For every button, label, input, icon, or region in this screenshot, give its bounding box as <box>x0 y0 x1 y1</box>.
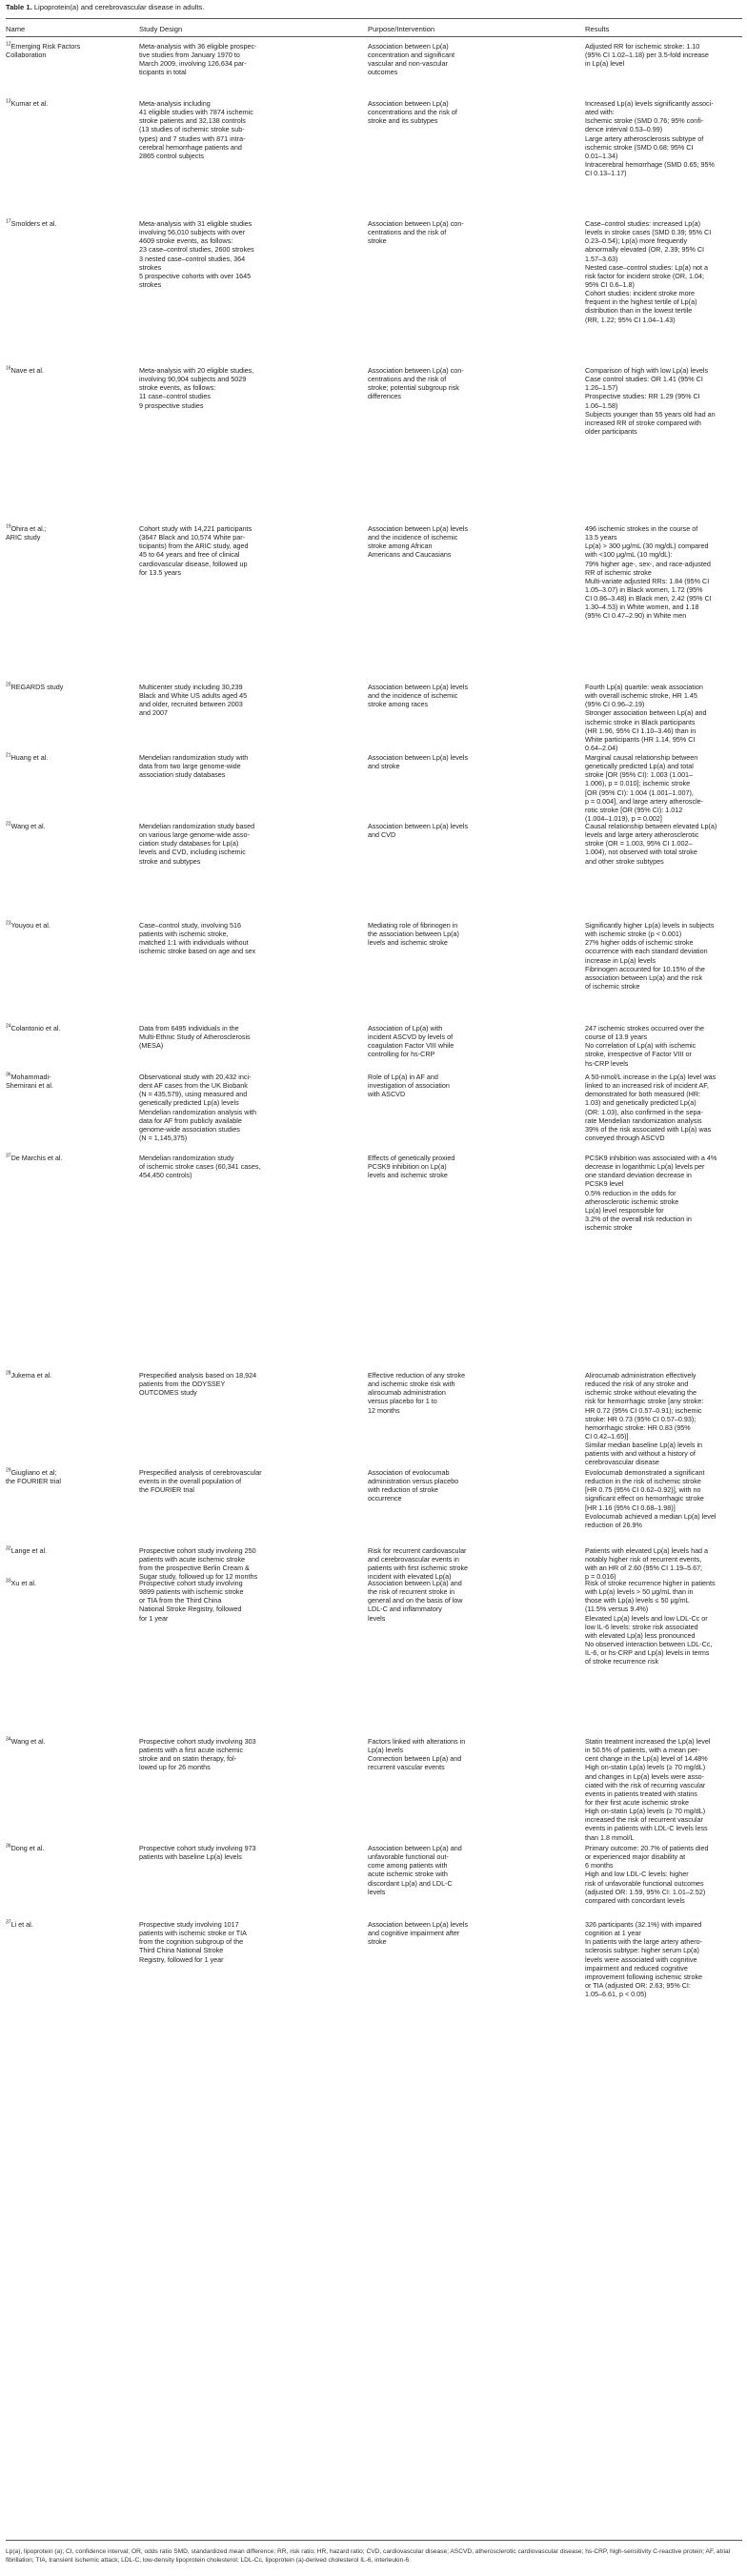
row-study-name: Huang et al. <box>10 753 49 762</box>
row-study-design: Prospective cohort study involving 250 patients with acute ischemic stroke from the prospective Berlin Cream & Sugar study, followed up for 12 months <box>139 1546 258 1582</box>
row-reference-number: 21 <box>6 752 11 759</box>
header-purpose: Purpose/Intervention <box>368 25 435 33</box>
row-name <box>6 1546 101 1555</box>
row-purpose: Association between Lp(a) and the risk of recurrent stroke in general and on the basis of low LDL-C and inflammatory levels <box>368 1579 463 1623</box>
row-study-name: Ohira et al.; ARIC study <box>6 524 47 542</box>
row-study-name: Mohammadi- Shemirani et al. <box>6 1073 53 1091</box>
row-purpose: Association between Lp(a) levels and stroke <box>368 753 469 771</box>
row-study-name: Giugliano et al; the FOURIER trial <box>6 1468 61 1486</box>
row-results: Primary outcome: 20.7% of patients died or experienced major disability at 6 months High and low LDL-C levels: higher risk of unfavorable functional outcomes (adjusted OR: 1.59, 95% CI: 1.01–2.52) compared with concordant levels <box>585 1844 709 1905</box>
row-purpose: Association between Lp(a) con- centrations and the risk of stroke <box>368 219 464 246</box>
row-results: PCSK9 inhibition was associated with a 4% decrease in logarithmic Lp(a) levels per one standard deviation decrease in PCSK9 level 0.5% reduction in the odds for atherosclerotic ischemic stroke Lp(a) level responsible for 3.2% of the overall risk reduction in ischemic stroke <box>585 1154 717 1233</box>
row-study-design: Mendelian randomization study of ischemic stroke cases (60,341 cases, 454,450 controls) <box>139 1154 261 1180</box>
row-name <box>6 1024 101 1032</box>
row-reference-number: 32 <box>6 1545 11 1552</box>
row-study-design: Meta-analysis including 41 eligible studies with 7874 ischemic stroke patients and 32,138 controls (13 studies of ischemic stroke sub- types) and 7 studies with 871 intra- cerebral hemorrhage patients and 2865 control subjects <box>139 99 253 160</box>
header-name: Name <box>6 25 26 33</box>
table-caption-text: Lipoprotein(a) and cerebrovascular disease in adults. <box>31 3 205 11</box>
table-bottom-rule <box>6 2540 742 2541</box>
row-name <box>6 524 101 542</box>
row-name <box>6 1154 101 1162</box>
row-purpose: Association between Lp(a) and unfavorable functional out- come among patients with acute ischemic stroke with discordant Lp(a) and LDL-C levels <box>368 1844 462 1896</box>
row-study-design: Data from 6495 individuals in the Multi-Ethnic Study of Atherosclerosis (MESA) <box>139 1024 251 1051</box>
row-study-name: De Marchis et al. <box>10 1154 63 1162</box>
row-name <box>6 99 101 108</box>
row-name <box>6 921 101 930</box>
row-results: Alirocumab administration effectively reduced the risk of any stroke and ischemic stroke without elevating the risk for hemorrhagic stroke [any stroke: HR 0.72 (95% CI 0.57–0.91); ischemic stroke: HR 0.73 (95% CI 0.57–0.93); hemorrhagic stroke: HR 0.83 (95% CI 0.42–1.65)] Similar median baseline Lp(a) levels in patients with and without a history of cerebrovascular disease <box>585 1371 704 1467</box>
row-purpose: Association between Lp(a) levels and cognitive impairment after stroke <box>368 1920 469 1947</box>
row-reference-number: 16 <box>6 365 11 372</box>
row-purpose: Effects of genetically proxied PCSK9 inhibition on Lp(a) levels and ischemic stroke <box>368 1154 455 1180</box>
row-study-design: Observational study with 20,432 inci- dent AF cases from the UK Biobank (N = 435,579), using measured and genetically predicted Lp(a) levels Mendelian randomization analysis with data for AF from publicly available genome-wide association studies (N = 1,145,375) <box>139 1073 257 1142</box>
row-reference-number: 13 <box>6 98 11 105</box>
row-name <box>6 753 101 762</box>
row-name <box>6 219 101 228</box>
row-study-name: Colantonio et al. <box>10 1024 61 1032</box>
row-name <box>6 1073 101 1090</box>
row-study-design: Meta-analysis with 36 eligible prospec- tive studies from January 1970 to March 2009, involving 126,634 par- ticipants in total <box>139 42 257 77</box>
row-purpose: Association between Lp(a) levels and the incidence of ischemic stroke among African Americans and Caucasians <box>368 524 469 560</box>
row-results: Marginal causal relationship between genetically predicted Lp(a) and total stroke [OR (95% CI): 1.003 (1.001– 1.006), p = 0.010]; ischemic stroke [OR (95% CI): 1.004 (1.001–1.007), p = 0.004], and large artery atheroscle- rotic stroke [OR (95% CI): 1.012 (1.004–1.019), p = 0.002] <box>585 753 704 823</box>
row-purpose: Effective reduction of any stroke and ischemic stroke risk with alirocumab administration versus placebo for 1 to 12 months <box>368 1371 466 1415</box>
row-results: Patients with elevated Lp(a) levels had a notably higher risk of recurrent events, with an HR of 2.60 (95% CI 1.19–5.67; p = 0.016) <box>585 1546 709 1582</box>
row-reference-number: 20 <box>6 682 11 688</box>
row-name <box>6 1844 101 1852</box>
row-name <box>6 1371 101 1380</box>
row-study-design: Mendelian randomization study with data from two large genome-wide association study databases <box>139 753 249 780</box>
row-study-design: Prespecified analysis based on 18,924 patients from the ODYSSEY OUTCOMES study <box>139 1371 257 1398</box>
row-study-name: Li et al. <box>10 1920 33 1929</box>
row-results: Comparison of high with low Lp(a) levels Case control studies: OR 1.41 (95% CI 1.26–1.57) Prospective studies: RR 1.29 (95% CI 1.06–1.58) Subjects younger than 55 years old had an increased RR of stroke compared with older participants <box>585 366 716 436</box>
row-reference-number: 33 <box>6 1578 11 1584</box>
row-study-name: Smolders et al. <box>10 219 57 228</box>
row-reference-number: 24 <box>6 1023 11 1030</box>
header-results: Results <box>585 25 610 33</box>
row-reference-number: 28 <box>6 1370 11 1377</box>
row-results: Causal relationship between elevated Lp(a) levels and large artery atherosclerotic stroke (OR = 1.003, 95% CI 1.002– 1.004), not observed with total stroke and other stroke subtypes <box>585 822 717 866</box>
row-name <box>6 1920 101 1929</box>
row-study-design: Cohort study with 14,221 participants (3647 Black and 10,574 White par- ticipants) from the ARIC study, aged 45 to 64 years and free of clinical cardiovascular disease, followed up for 13.5 years <box>139 524 252 577</box>
row-reference-number: 36 <box>6 1072 11 1078</box>
row-purpose: Association of Lp(a) with incident ASCVD by levels of coagulation Factor VIII while controlling for hs-CRP <box>368 1024 454 1059</box>
row-study-design: Prospective cohort study involving 303 patients with a first acute ischemic stroke and on statin therapy, fol- lowed up for 26 months <box>139 1737 256 1772</box>
row-study-design: Multicenter study including 30,239 Black and White US adults aged 45 and older, recruited between 2003 and 2007 <box>139 683 248 718</box>
row-study-name: Youyou et al. <box>10 921 50 930</box>
row-study-design: Meta-analysis with 31 eligible studies involving 56,010 subjects with over 4609 stroke events, as follows: 23 case–control studies, 2600 strokes 3 nested case–control studies, 364 strokes 5 prospective cohorts with over 1645 strokes <box>139 219 254 289</box>
row-study-design: Mendelian randomization study based on various large genome-wide asso- ciation study databases for Lp(a) levels and CVD, including ischemic stroke and subtypes <box>139 822 255 866</box>
header-study-design: Study Design <box>139 25 183 33</box>
row-name <box>6 1737 101 1746</box>
row-purpose: Association between Lp(a) concentration and significant vascular and non-vascular outcomes <box>368 42 455 77</box>
row-study-name: Nave et al. <box>10 366 44 375</box>
row-purpose: Factors linked with alterations in Lp(a) levels Connection between Lp(a) and recurrent vascular events <box>368 1737 466 1772</box>
row-results: Case–control studies: increased Lp(a) levels in stroke cases (SMD 0.39; 95% CI 0.23–0.54); Lp(a) more frequently abnormally elevated (OR, 2.39; 95% CI 1.57–3.63) Nested case–control studies: Lp(a) not a risk factor for incident stroke (OR, 1.04; 95% CI 0.6–1.8) Cohort studies: incident stroke more frequent in the highest tertile of Lp(a) distribution than in the lowest tertile (RR, 1.22; 95% CI 1.04–1.43) <box>585 219 712 324</box>
row-study-design: Prospective study involving 1017 patients with ischemic stroke or TIA from the cognition subgroup of the Third China National Stroke Registry, followed for 1 year <box>139 1920 247 1964</box>
row-purpose: Association between Lp(a) levels and CVD <box>368 822 469 840</box>
table-top-rule <box>6 18 742 19</box>
table-header-rule <box>6 36 742 37</box>
row-study-name: Xu et al. <box>10 1579 36 1587</box>
row-study-design: Prospective cohort study involving 9899 patients with ischemic stroke or TIA from the Third China National Stroke Registry, followed for 1 year <box>139 1579 244 1623</box>
row-purpose: Association between Lp(a) levels and the incidence of ischemic stroke among races <box>368 683 469 709</box>
row-results: Evolocumab demonstrated a significant reduction in the risk of ischemic stroke [HR 0.75 (95% CI 0.62–0.92)], with no significant effect on hemorrhagic stroke [HR 1.16 (95% CI 0.68–1.98)] Evolocumab achieved a median Lp(a) level reduction of 26.9% <box>585 1468 717 1529</box>
table-caption <box>6 3 204 12</box>
row-study-name: Emerging Risk Factors Collaboration <box>6 42 81 60</box>
row-results: A 50-nmol/L increase in the Lp(a) level was linked to an increased risk of incident AF, demonstrated for both measured (HR: 1.03) and genetically predicted Lp(a) (OR: 1.03), also confirmed in the sepa- rate Mendelian randomization analysis 39% of the risk associated with Lp(a) was conveyed through ASCVD <box>585 1073 717 1142</box>
row-study-name: Kumar et al. <box>10 99 49 108</box>
row-purpose: Association of evolocumab administration versus placebo with reduction of stroke occurrence <box>368 1468 459 1503</box>
row-study-name: Wang et al. <box>10 822 46 830</box>
row-study-name: REGARDS study <box>10 683 64 691</box>
row-study-design: Meta-analysis with 20 eligible studies, involving 90,904 subjects and 5029 stroke events, as follows: 11 case–control studies 9 prospective studies <box>139 366 254 410</box>
row-name <box>6 1468 101 1485</box>
row-results: 326 participants (32.1%) with impaired cognition at 1 year In patients with the large artery athero- sclerosis subtype: higher serum Lp(a) levels were associated with cognitive impairment and reduced cognitive improvement following ischemic stroke or TIA (adjusted OR: 2.63; 95% CI: 1.05–6.61, p < 0.05) <box>585 1920 703 1999</box>
row-reference-number: 37 <box>6 1153 11 1159</box>
row-results: 247 ischemic strokes occurred over the course of 13.9 years No correlation of Lp(a) with ischemic stroke, irrespective of Factor VIII or hs-CRP levels <box>585 1024 705 1068</box>
row-purpose: Association between Lp(a) concentrations and the risk of stroke and its subtypes <box>368 99 457 126</box>
row-name <box>6 822 101 830</box>
row-purpose: Association between Lp(a) con- centrations and the risk of stroke; potential subgroup risk differences <box>368 366 464 401</box>
row-results: Adjusted RR for ischemic stroke: 1.10 (95% CI 1.02–1.18) per 3.5-fold increase in Lp(a) level <box>585 42 709 69</box>
row-reference-number: 23 <box>6 920 11 927</box>
row-results: Fourth Lp(a) quartile: weak association with overall ischemic stroke, HR 1.45 (95% CI 0.96–2.19) Stronger association between Lp(a) and ischemic stroke in Black participants (HR 1.96, 95% CI 1.10–3.46) than in White participants (HR 1.14, 95% CI 0.64–2.04) <box>585 683 707 752</box>
row-purpose: Mediating role of fibrinogen in the association between Lp(a) levels and ischemic stroke <box>368 921 459 948</box>
row-results: 496 ischemic strokes in the course of 13.5 years Lp(a) > 300 μg/mL (30 mg/dL) compared with <100 μg/mL (10 mg/dL): 79% higher age-, sex-, and race-adjusted RR of ischemic stroke Multi-variate adjusted RRs: 1.84 (95% CI 1.05–3.07) in Black women, 1.72 (95% CI 0.86–3.48) in Black men, 2.42 (95% CI 1.30–4.53) in White women, and 1.18 (95% CI 0.47–2.90) in White men <box>585 524 712 621</box>
row-study-design: Case–control study, involving 516 patients with ischemic stroke, matched 1:1 with individuals without ischemic stroke based on age and sex <box>139 921 256 956</box>
row-study-design: Prospective cohort study involving 973 patients with baseline Lp(a) levels <box>139 1844 256 1862</box>
row-reference-number: 22 <box>6 821 11 828</box>
row-name <box>6 1579 101 1587</box>
row-study-name: Dong et al. <box>10 1844 45 1852</box>
row-results: Risk of stroke recurrence higher in patients with Lp(a) levels > 50 μg/mL than in those with Lp(a) levels ≤ 50 μg/mL (11.5% versus 9.4%) Elevated Lp(a) levels and low LDL-Cc or low IL-6 levels: stroke risk associated with elevated Lp(a) less pronounced No observed interaction between LDL-Cc, IL-6, or hs-CRP and Lp(a) levels in terms of stroke recurrence risk <box>585 1579 716 1666</box>
row-reference-number: 12 <box>6 41 11 48</box>
row-study-name: Jukema et al. <box>10 1371 52 1380</box>
row-results: Increased Lp(a) levels significantly associ- ated with: Ischemic stroke (SMD 0.76; 95% confi- dence interval 0.53–0.99) Large artery atherosclerosis subtype of ischemic stroke (SMD 0.68; 95% CI 0.01–1.34) Intracerebral hemorrhage (SMD 0.65; 95% CI 0.13–1.17) <box>585 99 715 178</box>
row-name <box>6 683 101 691</box>
row-purpose: Risk for recurrent cardiovascular and cerebrovascular events in patients with first ischemic stroke incident with elevated Lp(a) <box>368 1546 469 1582</box>
row-study-name: Lange et al. <box>10 1546 48 1555</box>
row-study-design: Prespecified analysis of cerebrovascular events in the overall population of the FOURIER trial <box>139 1468 262 1495</box>
row-name <box>6 42 101 59</box>
table-caption-label: Table 1. <box>6 3 32 11</box>
row-results: Statin treatment increased the Lp(a) level in 50.5% of patients, with a mean per- cent change in the Lp(a) level of 14.48% High on-statin Lp(a) levels (≥ 70 mg/dL) and changes in Lp(a) levels were asso- ciated with the risk of recurring vascular events in patients treated with statins for their first acute ischemic stroke High on-statin Lp(a) levels (≥ 70 mg/dL) increased the risk of recurrent vascular events in patients with LDL-C levels less than 1.8 mmol/L <box>585 1737 711 1842</box>
row-reference-number: 17 <box>6 218 11 225</box>
row-name <box>6 366 101 375</box>
row-results: Significantly higher Lp(a) levels in subjects with ischemic stroke (p < 0.001) 27% higher odds of ischemic stroke occurrence with each standard deviation increase in Lp(a) levels Fibrinogen accounted for 10.15% of the association between Lp(a) and the risk of ischemic stroke <box>585 921 715 991</box>
row-purpose: Role of Lp(a) in AF and investigation of association with ASCVD <box>368 1073 450 1099</box>
row-study-name: Wang et al. <box>10 1737 46 1746</box>
table-footnote: Lp(a), lipoprotein (a); CI, confidence interval; OR, odds ratio SMD, standardized mean difference; RR, risk ratio; HR, hazard ratio; CVD, cardiovascular disease; ASCVD, atherosclerotic cardiovascular disease; hs-CRP, high-sensitivity C-reactive protein; AF, atrial fibrillation; TIA, transient ischemic attack; LDL-C, low-density lipoprotein cholesterol; LDL-Cc, lipoprotein (a)-derived cholesterol IL-6, interleukin-6. <box>6 2548 731 2564</box>
row-reference-number: 34 <box>6 1736 11 1743</box>
row-reference-number: 37 <box>6 1919 11 1926</box>
row-reference-number: 29 <box>6 1467 11 1474</box>
row-reference-number: 36 <box>6 1843 11 1850</box>
row-reference-number: 19 <box>6 523 11 530</box>
